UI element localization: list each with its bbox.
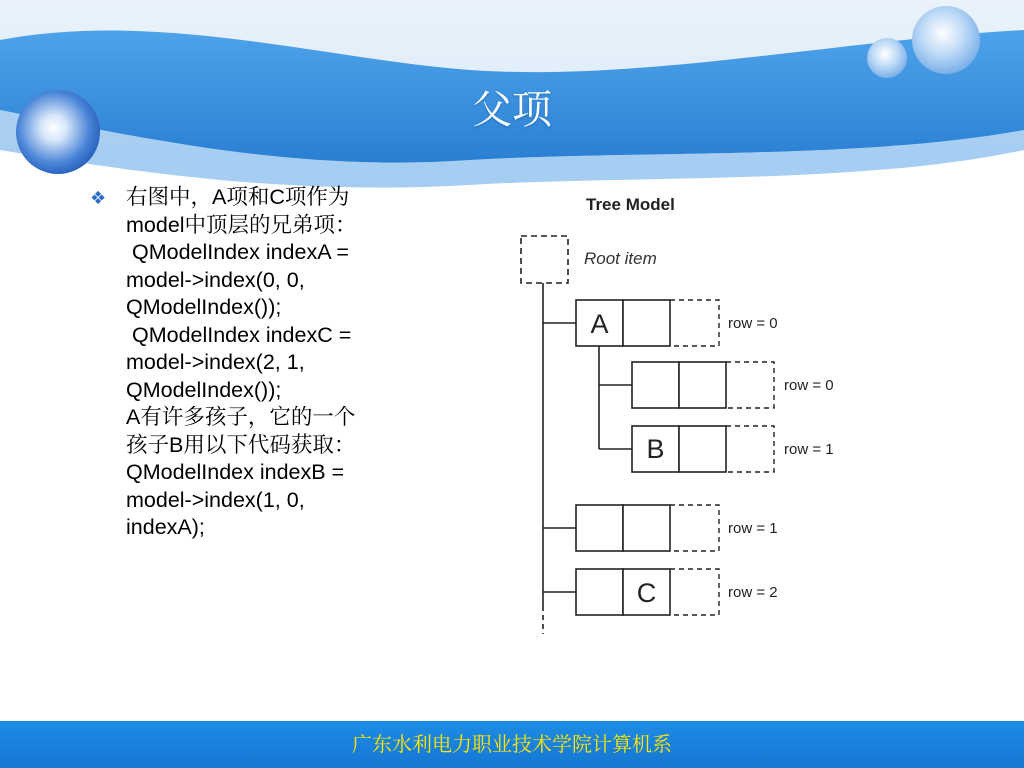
- text-line: 右图中，A项和C项作为: [126, 185, 350, 209]
- text-line: model中顶层的兄弟项：: [126, 212, 357, 237]
- item-label-b: B: [646, 434, 665, 464]
- dashed-cell: [726, 426, 774, 472]
- row-label: row = 2: [728, 584, 778, 601]
- item-cell: [679, 362, 726, 408]
- tree-model-diagram: [512, 186, 854, 638]
- row-label: row = 0: [784, 377, 834, 394]
- item-cell: [632, 362, 679, 408]
- item-cell: [679, 426, 726, 472]
- footer-text: 广东水利电力职业技术学院计算机系: [352, 732, 672, 756]
- item-cell: [576, 505, 623, 551]
- text-line: QModelIndex());: [126, 295, 282, 319]
- item-cell: [623, 505, 670, 551]
- text-line: indexA);: [126, 515, 205, 539]
- bullet-text: [126, 184, 446, 542]
- text-line: model->index(1, 0,: [126, 487, 305, 512]
- row-label: row = 1: [784, 441, 834, 458]
- dashed-cell: [670, 300, 719, 346]
- item-cell: [623, 300, 670, 346]
- diamond-bullet-icon: ❖: [90, 188, 107, 209]
- dashed-cell: [670, 505, 719, 551]
- item-label-a: A: [590, 309, 609, 339]
- slide-title: 父项: [472, 87, 552, 133]
- row-label: row = 0: [728, 315, 778, 332]
- dashed-cell: [726, 362, 774, 408]
- root-item-box: [521, 236, 568, 283]
- text-line: QModelIndex indexC =: [126, 322, 352, 347]
- text-line: A有许多孩子，它的一个: [126, 405, 356, 429]
- diagram-title: Tree Model: [586, 195, 675, 214]
- text-line: model->index(2, 1,: [126, 350, 305, 374]
- text-line: QModelIndex indexB =: [126, 460, 345, 484]
- text-line: 孩子B用以下代码获取：: [126, 432, 356, 457]
- text-line: QModelIndex());: [126, 377, 282, 402]
- row-label: row = 1: [728, 520, 778, 537]
- item-label-c: C: [636, 578, 657, 608]
- item-cell: [576, 569, 623, 615]
- footer-band: [0, 721, 1024, 768]
- dashed-cell: [670, 569, 719, 615]
- text-line: QModelIndex indexA =: [126, 240, 349, 264]
- root-item-label: Root item: [584, 249, 657, 268]
- text-line: model->index(0, 0,: [126, 267, 305, 292]
